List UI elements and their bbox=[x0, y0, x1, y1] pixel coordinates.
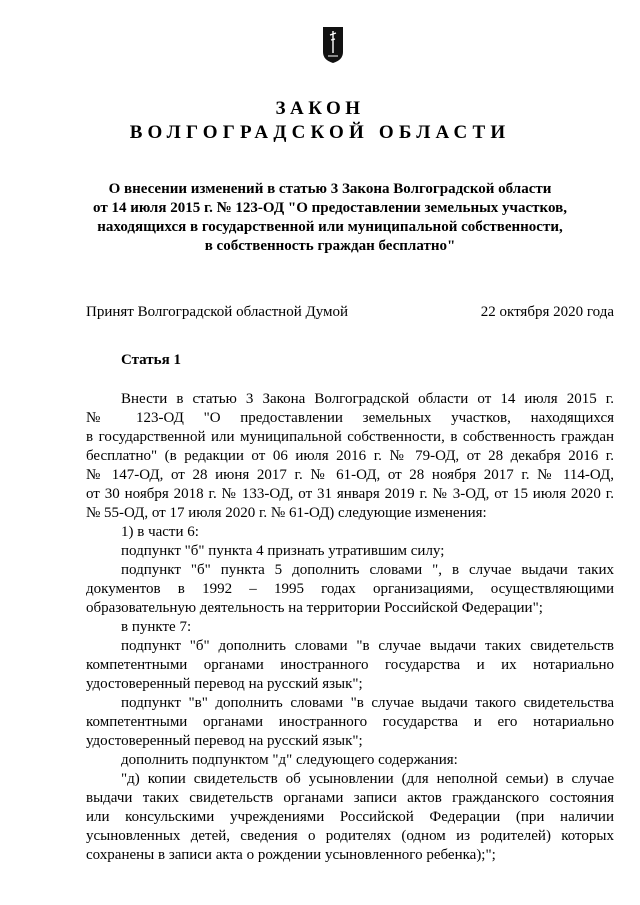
body-line: или консульскими учреждениями Российской Федерации (при наличии bbox=[86, 809, 614, 825]
law-subtitle bbox=[80, 180, 580, 256]
body-line: № 147-ОД, от 28 июня 2017 г. № 61-ОД, от 28 ноября 2017 г. № 114-ОД, bbox=[86, 467, 614, 483]
body-line: № 123-ОД "О предоставлении земельных участков, находящихся bbox=[86, 410, 614, 426]
body-line: усыновленных детей, сведения о родителях (одном из родителей) которых bbox=[86, 828, 614, 844]
body-line: Внести в статью 3 Закона Волгоградской области от 14 июля 2015 г. bbox=[121, 391, 614, 407]
body-line: компетентными органами иностранного государства и его нотариально bbox=[86, 714, 614, 730]
body-line: подпункт "в" дополнить словами "в случае выдачи такого свидетельства bbox=[121, 695, 614, 711]
body-line: 1) в части 6: bbox=[121, 524, 199, 540]
body-line: подпункт "б" пункта 4 признать утратившим силу; bbox=[121, 543, 445, 559]
subtitle-line: в собственность граждан бесплатно" bbox=[204, 238, 456, 254]
subtitle-line: О внесении изменений в статью 3 Закона Волгоградской области bbox=[108, 181, 552, 197]
body-line: образовательную деятельность на территории Российской Федерации"; bbox=[86, 600, 543, 616]
law-region: ВОЛГОГРАДСКОЙ ОБЛАСТИ bbox=[129, 122, 511, 143]
article-body bbox=[86, 390, 614, 865]
article-heading: Статья 1 bbox=[121, 352, 181, 368]
body-line: от 30 ноября 2018 г. № 133-ОД, от 31 января 2019 г. № 3-ОД, от 15 июля 2020 г. bbox=[86, 486, 614, 502]
body-line: удостоверенный перевод на русский язык"; bbox=[86, 676, 363, 692]
adoption-date: 22 октября 2020 года bbox=[480, 304, 614, 320]
subtitle-line: от 14 июля 2015 г. № 123-ОД "О предоставлении земельных участков, bbox=[93, 200, 567, 216]
subtitle-line: находящихся в государственной или муниципальной собственности, bbox=[97, 219, 563, 235]
body-line: подпункт "б" пункта 5 дополнить словами ", в случае выдачи таких bbox=[121, 562, 614, 578]
adoption-line bbox=[86, 304, 614, 321]
body-line: удостоверенный перевод на русский язык"; bbox=[86, 733, 363, 749]
law-title: ЗАКОН bbox=[275, 98, 365, 119]
body-line: "д) копии свидетельств об усыновлении (для неполной семьи) в случае bbox=[121, 771, 614, 787]
body-line: бесплатно" (в редакции от 06 июля 2016 г. № 79-ОД, от 28 декабря 2016 г. bbox=[86, 448, 614, 464]
body-line: сохранены в записи акта о рождении усыновленного ребенка);"; bbox=[86, 847, 496, 863]
body-line: в пункте 7: bbox=[121, 619, 192, 635]
body-line: компетентными органами иностранного государства и их нотариально bbox=[86, 657, 614, 673]
body-line: подпункт "б" дополнить словами "в случае выдачи таких свидетельств bbox=[121, 638, 614, 654]
body-line: документов в 1992 – 1995 годах организациями, осуществляющими bbox=[86, 581, 614, 597]
body-line: дополнить подпунктом "д" следующего содержания: bbox=[121, 752, 458, 768]
body-line: № 55-ОД, от 17 июля 2020 г. № 61-ОД) следующие изменения: bbox=[86, 505, 487, 521]
body-line: в государственной или муниципальной собственности, в собственность граждан bbox=[86, 429, 614, 445]
adopted-by: Принят Волгоградской областной Думой bbox=[86, 304, 349, 320]
coat-of-arms-icon bbox=[322, 26, 344, 64]
body-line: выдачи таких свидетельств органами записи актов гражданского состояния bbox=[86, 790, 614, 806]
